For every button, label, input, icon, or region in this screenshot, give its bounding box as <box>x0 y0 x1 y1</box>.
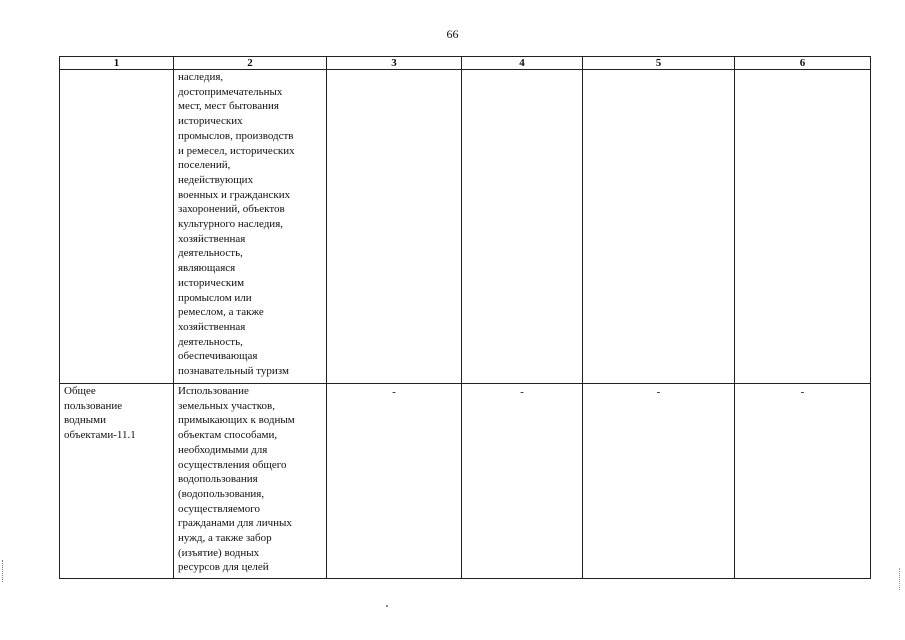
scan-edge-mark <box>899 568 903 590</box>
cell-text: наследия, достопримечательных мест, мест бытования исторических промыслов, производств и ремесел, исторических поселений, недействующих военных и гражданских захоронений, объектов культурного наследия, хозяйственная деятельность, являющаяся историческим промыслом или ремеслом, а также хозяйственная деятельность, обеспечивающая познавательный туризм <box>178 71 295 378</box>
column-header-3: 3 <box>327 57 462 70</box>
column-header-4: 4 <box>462 57 583 70</box>
table-cell <box>462 384 583 579</box>
table-cell <box>327 384 462 579</box>
cell-text: - <box>800 386 805 398</box>
cell-text: - <box>392 386 396 398</box>
document-table <box>59 56 871 579</box>
column-header-2: 2 <box>174 57 327 70</box>
page-number: 66 <box>446 27 459 41</box>
cell-text: Общее пользование водными объектами-11.1 <box>64 385 136 442</box>
table-header-row <box>60 57 871 70</box>
table-cell <box>60 384 174 579</box>
column-header-6: 6 <box>735 57 871 70</box>
table-cell <box>60 70 174 384</box>
table-cell <box>735 70 871 384</box>
scan-edge-mark <box>2 560 6 582</box>
table-cell <box>735 384 871 579</box>
table-row <box>60 384 871 579</box>
table-cell <box>462 70 583 384</box>
column-header-1: 1 <box>60 57 174 70</box>
table-cell <box>174 70 327 384</box>
table-cell <box>327 70 462 384</box>
cell-text: - <box>656 386 661 398</box>
column-header-5: 5 <box>583 57 735 70</box>
scan-speck <box>386 605 388 607</box>
table-cell <box>174 384 327 579</box>
table-row <box>60 70 871 384</box>
table-cell <box>583 384 735 579</box>
cell-text: Использование земельных участков, примыкающих к водным объектам способами, необходимыми для осуществления общего водопользования (водопользования, осуществляемого гражданами для личных нужд, а также забор (изъятие) водных ресурсов для целей <box>178 385 295 574</box>
cell-text: - <box>520 386 524 398</box>
table-cell <box>583 70 735 384</box>
